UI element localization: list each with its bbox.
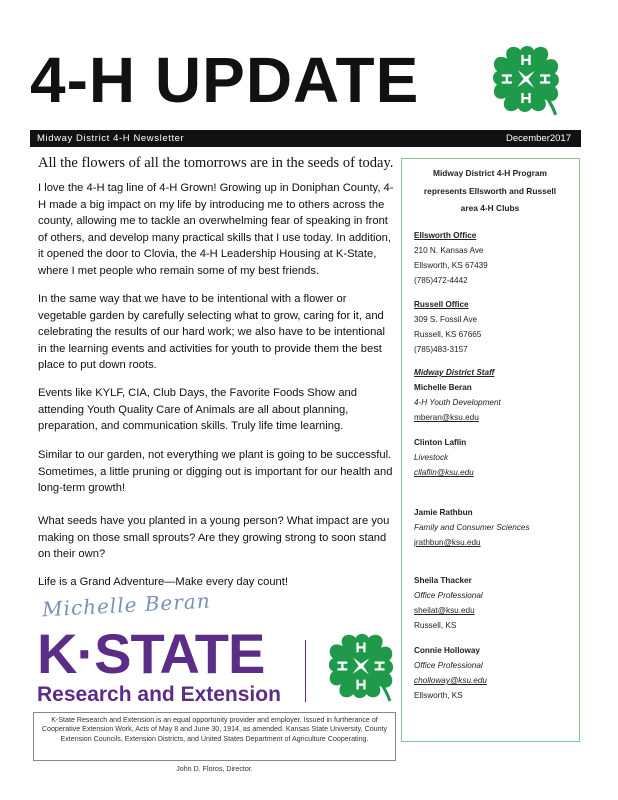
office-address: 210 N. Kansas Ave <box>414 246 484 255</box>
kstate-logo: K·STATE <box>37 622 265 685</box>
staff-member <box>414 505 574 550</box>
office-city: Ellsworth, KS 67439 <box>414 261 488 270</box>
newsletter-name: Midway District 4-H Newsletter <box>37 133 185 144</box>
staff-member <box>414 573 574 633</box>
sidebar-heading <box>402 165 578 218</box>
staff-location: Ellsworth, KS <box>414 691 463 700</box>
staff-name: Michelle Beran <box>414 383 472 392</box>
staff-role: 4-H Youth Development <box>414 398 501 407</box>
staff-member <box>414 435 574 480</box>
office-title: Ellsworth Office <box>414 231 477 240</box>
sidebar-heading-line: Midway District 4-H Program <box>432 168 548 178</box>
staff-member <box>414 365 574 425</box>
4h-clover-logo <box>487 40 565 118</box>
staff-name: Connie Holloway <box>414 646 480 655</box>
staff-email[interactable]: jrathbun@ksu.edu <box>414 538 481 547</box>
opening-quote: All the flowers of all the tomorrows are in the seeds of today. <box>38 155 394 171</box>
paragraph-5: What seeds have you planted in a young person? What impact are you making on those small sprouts? Are they growing strong to soon stand on their own? <box>38 515 390 560</box>
paragraph-6: Life is a Grand Adventure—Make every day count! <box>38 576 288 588</box>
staff-email[interactable]: mberan@ksu.edu <box>414 413 479 422</box>
newsletter-banner <box>30 130 581 147</box>
sidebar-heading-line: represents Ellsworth and Russell <box>423 185 557 196</box>
office-city: Russell, KS 67665 <box>414 330 482 339</box>
staff-role: Family and Consumer Sciences <box>414 523 530 532</box>
office-title: Russell Office <box>414 300 469 309</box>
staff-email[interactable]: sheilat@ksu.edu <box>414 606 475 615</box>
contact-sidebar <box>401 158 580 742</box>
sidebar-heading-line: area 4-H Clubs <box>460 203 520 213</box>
office-address: 309 S. Fossil Ave <box>414 315 478 324</box>
staff-role: Office Professional <box>414 661 483 670</box>
paragraph-4: Similar to our garden, not everything we plant is going to be successful. Sometimes, a little pruning or digging out is important for our health and long-term growth! <box>38 449 393 494</box>
4h-clover-logo-bottom <box>323 628 399 704</box>
staff-heading: Midway District Staff <box>414 368 495 377</box>
staff-role: Livestock <box>414 453 449 462</box>
office-phone: (785)483-3157 <box>414 345 468 354</box>
paragraph-2: In the same way that we have to be intentional with a flower or vegetable garden by carefully selecting what to grow, caring for it, and celebrating the results of our hard work; we also have to be intentional in the learning events and activities for youth to provide them the best place to put down roots. <box>38 293 386 371</box>
staff-role: Office Professional <box>414 591 483 600</box>
newsletter-date: December2017 <box>506 133 571 144</box>
disclaimer: K-State Research and Extension is an equal opportunity provider and employer. Issued in furtherance of Cooperative Extension Work, Acts of May 8 and June 30, 1914, as amended. Kansas State University, County Extension Councils, Extension Districts, and United States Department of Agriculture Cooperating. <box>33 712 396 761</box>
staff-email[interactable]: cholloway@ksu.edu <box>414 676 487 685</box>
paragraph-3: Events like KYLF, CIA, Club Days, the Favorite Foods Show and attending Youth Quality Care of Animals are all about planning, preparation, and communication skills. Truly life time learning. <box>38 387 357 432</box>
office-phone: (785)472-4442 <box>414 276 468 285</box>
signature: Michelle Beran <box>41 588 212 622</box>
staff-name: Sheila Thacker <box>414 576 472 585</box>
page-title: 4-H UPDATE <box>30 44 420 116</box>
paragraph-1: I love the 4-H tag line of 4-H Grown! Growing up in Doniphan County, 4-H made a big impact on my life by introducing me to others across the county, allowing me to tackle an overwhelming fear of speaking in front of others, and develop many practical skills that I use today. In addition, it opened the door to Clovia, the 4-H Leadership Housing at K-State, where I met people who remain some of my best friends. <box>38 182 394 277</box>
kstate-subtitle: Research and Extension <box>37 683 281 706</box>
ellsworth-office <box>414 228 574 288</box>
staff-email[interactable]: cllaflin@ksu.edu <box>414 468 474 477</box>
logo-divider <box>305 640 306 702</box>
russell-office <box>414 297 574 357</box>
staff-name: Jamie Rathbun <box>414 508 473 517</box>
staff-name: Clinton Laflin <box>414 438 467 447</box>
staff-location: Russell, KS <box>414 621 457 630</box>
director-line: John D. Floros, Director. <box>176 765 253 773</box>
staff-member <box>414 643 574 703</box>
